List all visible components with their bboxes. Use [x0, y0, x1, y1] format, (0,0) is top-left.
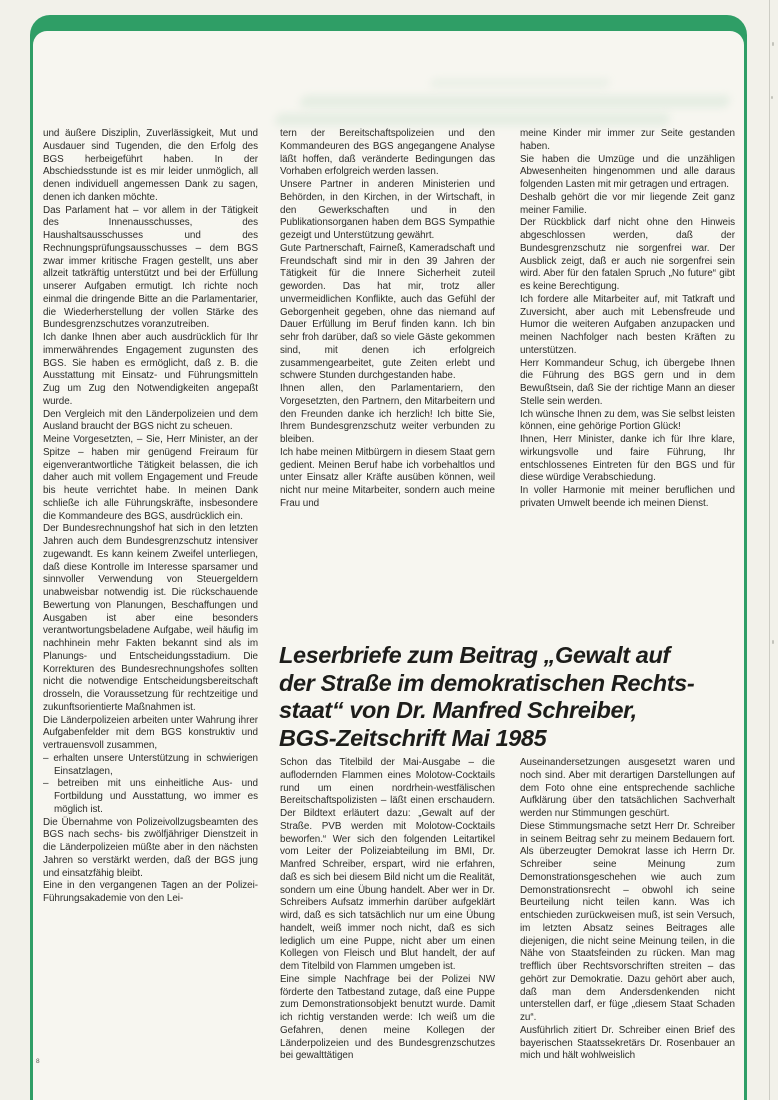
paragraph: Das Parlament hat – vor allem in der Tätigkeit des Innenausschusses, des Haushaltsausschusses und des Rechnungsprüfungsausschusses – dem BGS zwar immer kritische Fragen gestellt, uns aber allzeit tatkräftig unterstützt und bei der Erfüllung unserer Aufgaben ermutigt. Ich richte noch einmal die dringende Bitte an die Parlamentarier, die Wiederherstellung der vollen Stärke des Bundesgrenzschutzes voranzutreiben.: [43, 204, 258, 331]
headline-line: der Straße im demokratischen Rechts-: [279, 669, 695, 696]
scan-speck: [771, 96, 773, 99]
scan-edge-artifact: [769, 0, 770, 1100]
paragraph: Eine in den vergangenen Tagen an der Polizei-Führungsakademie von den Lei-: [43, 880, 258, 904]
headline-line: staat“ von Dr. Manfred Schreiber,: [279, 697, 637, 723]
paragraph: Unsere Partner in anderen Ministerien und Behörden, in den Kirchen, in der Wirtschaft, in den Gewerkschaften und in den Publikationsorganen haben dem BGS Sympathie gezeigt und Unterstützung gewährt.: [280, 179, 495, 241]
paragraph: Herr Kommandeur Schug, ich übergebe Ihnen die Führung des BGS gern und in dem Bewußtsein, daß Sie der richtige Mann an dieser Stelle sein werden.: [520, 357, 735, 407]
paragraph: Deshalb gehört die vor mir liegende Zeit ganz meiner Familie.: [520, 191, 735, 216]
farewell-article-column-1: [43, 128, 258, 906]
paragraph: Ich fordere alle Mitarbeiter auf, mit Tatkraft und Zuversicht, aber auch mit Lebensfreude und Humor die weiteren Aufgaben anzupacken und meinen Nachfolger nach besten Kräften zu unterstützen.: [520, 293, 735, 356]
paragraph: Schon das Titelbild der Mai-Ausgabe – die auflodernden Flammen eines Molotow-Cocktails rund um einen nordrhein-westfälischen Bereitschaftspolizisten – läßt einen erschaudern. Der Bildtext erläutert dazu: „Gewalt auf der Straße. PVB werden mit Molotow-Cocktails beworfen.“ Wer sich den folgenden Leitartikel vom Leiter der Polizeiabteilung im BMI, Dr. Manfred Schreiber, erspart, wird nie erfahren, daß es sich bei diesem Bild nicht um die Realität, sondern um eine Übung handelt. Aber wer in Dr. Schreibers Aufsatz immerhin darüber aufgeklärt wird, daß es sich tatsächlich nur um eine Übung handelt, weiß immer noch nicht, daß es sich lediglich um eine Puppe, nicht aber um einen Kollegen von Fleisch und Blut handelt, der auf dem Titelbild von Flammen umgeben ist.: [280, 757, 495, 972]
bullet-item: – betreiben mit uns einheitliche Aus- und Fortbildung und Ausstattung, wo immer es möglich ist.: [43, 778, 258, 815]
paragraph: Eine simple Nachfrage bei der Polizei NW förderte den Tatbestand zutage, daß eine Puppe zum Demonstrationsobjekt benutzt wurde. Damit ich richtig verstanden werde: Ich weiß um die Gefahren, denen meine Kollegen der Länderpolizeien und des Bundesgrenzschutzes bei gewalttätigen: [280, 973, 495, 1062]
paragraph: Auseinandersetzungen ausgesetzt waren und noch sind. Aber mit derartigen Darstellungen auf dem Foto ohne eine entsprechende sachliche Aufklärung über den tatsächlichen Sachverhalt werden nur Stimmungen geschürt.: [520, 757, 735, 819]
headline-line: BGS-Zeitschrift Mai 1985: [279, 724, 547, 751]
letters-column-left: [280, 757, 495, 1063]
paragraph: Ihnen, Herr Minister, danke ich für Ihre klare, wirkungsvolle und faire Führung, Ihr entschlossenes Eintreten für den BGS und für diese würdige Verabschiedung.: [520, 434, 735, 484]
paragraph: Die Länderpolizeien arbeiten unter Wahrung ihrer Aufgabenfelder mit dem BGS konstruktiv und vertrauensvoll zusammen,: [43, 714, 258, 751]
paragraph: Ich danke Ihnen aber auch ausdrücklich für Ihr immerwährendes Engagement zugunsten des BGS. Sie haben es ermöglicht, daß z. B. die Ausstattung mit Einsatz- und Führungsmitteln Zug um Zug den Notwendigkeiten angepaßt wurde.: [43, 332, 258, 407]
paragraph: Ich habe meinen Mitbürgern in diesem Staat gern gedient. Meinen Beruf habe ich vorbehaltlos und unter Einsatz aller Kräfte ausüben können, weil nicht nur meine Mitarbeiter, sondern auch meine Frau und: [280, 446, 495, 509]
paragraph: In voller Harmonie mit meiner beruflichen und privaten Umwelt beende ich meinen Dienst.: [520, 485, 735, 509]
farewell-article-column-3: [520, 128, 735, 511]
paragraph: Der Rückblick darf nicht ohne den Hinweis abgeschlossen werden, daß der Bundesgrenzschutz nie sorgenfrei war. Der Ausblick zeigt, daß er auch nie sorgenfrei sein wird. Aber für den fatalen Spruch „No future“ gibt es keine Berechtigung.: [520, 217, 735, 292]
scan-speck: [772, 640, 774, 644]
paragraph: Den Vergleich mit den Länderpolizeien und dem Ausland braucht der BGS nicht zu scheuen.: [43, 408, 258, 433]
paragraph: und äußere Disziplin, Zuverlässigkeit, Mut und Ausdauer sind Tugenden, die den Erfolg des BGS herbeigeführt haben. In der Abschiedsstunde ist es mir leider unmöglich, all denen individuell angemessen Dank zu sagen, denen ich danken möchte.: [43, 128, 258, 203]
farewell-article-column-2: [280, 128, 495, 511]
paragraph: Ihnen allen, den Parlamentariern, den Vorgesetzten, den Partnern, den Mitarbeitern und den Freunden danke ich herzlich! Ich bitte Sie, Ihrem Bundesgrenzschutz weiter verbunden zu bleiben.: [280, 383, 495, 445]
bullet-item: – erhalten unsere Unterstützung in schwierigen Einsatzlagen,: [43, 752, 258, 777]
paragraph: meine Kinder mir immer zur Seite gestanden haben.: [520, 128, 735, 152]
paragraph: Ich wünsche Ihnen zu dem, was Sie selbst leisten können, eine gehörige Portion Glück!: [520, 408, 735, 433]
paragraph: Ausführlich zitiert Dr. Schreiber einen Brief des bayerischen Staatssekretärs Dr. Rosenbauer an mich und hält wohlweislich: [520, 1024, 735, 1062]
page-number: 8: [36, 1058, 40, 1065]
paragraph: Diese Stimmungsmache setzt Herr Dr. Schreiber in seinem Beitrag sehr zu meinem Bedauern fort. Als überzeugter Demokrat lasse ich Herrn Dr. Schreiber seine Meinung zum Demonstrationsgeschehen wie auch zum Demonstrationsrecht – obwohl ich seine Beurteilung nicht teilen kann. Was ich entschieden zurückweisen muß, ist sein Versuch, im letzten Absatz seines Beitrages alle diejenigen, die nicht seine Meinung teilen, in die Nähe von Staatsfeinden zu rücken. Man mag trefflich über Rechtsvorschriften streiten – das gehört zur Demokratie. Dazu gehört aber auch, daß man dem Andersdenkenden nicht unterstellen darf, er füge „diesem Staat Schaden zu“.: [520, 820, 735, 1023]
paragraph: Meine Vorgesetzten, – Sie, Herr Minister, an der Spitze – haben mir genügend Freiraum für eigenverantwortliche Tätigkeit belassen, die ich daher auch mit vollem Engagement und Freude bis heute verrichtet habe. In meinen Dank schließe ich alle Führungskräfte, insbesondere die Kommandeure des BGS, ausdrücklich ein.: [43, 434, 258, 522]
paragraph: Sie haben die Umzüge und die unzähligen Abwesenheiten hingenommen und alle daraus folgenden Lasten mit mir getragen und ertragen.: [520, 153, 735, 190]
letters-article-headline: [279, 642, 749, 752]
scan-speck: [772, 42, 774, 46]
paragraph: tern der Bereitschaftspolizeien und den Kommandeuren des BGS angegangene Analyse läßt hoffen, daß veränderte Bedingungen das Vorhaben erfolgreich werden lassen.: [280, 128, 495, 178]
paragraph: Der Bundesrechnungshof hat sich in den letzten Jahren auch dem Bundesgrenzschutz intensiver zugewandt. Es kann keinem Zweifel unterliegen, daß diese Kontrolle im Interesse sparsamer und sinnvoller Verwendung von Steuergeldern unabweisbar notwendig ist. Die rückschauende Bewertung von Planungen, Beschaffungen und Ausgaben ist aber eine besonders verantwortungsbeladene Aufgabe, weil häufig im nachhinein mehr Fakten bekannt sind als im Planungs- und Entscheidungsstadium. Die Korrekturen des Bundesrechnungshofes sollten nicht die notwendige Entscheidungsbereitschaft drosseln, die Voraussetzung für rechtzeitige und zukunftsorientierte Maßnahmen ist.: [43, 523, 258, 713]
paragraph: Gute Partnerschaft, Fairneß, Kameradschaft und Freundschaft sind mir in den 39 Jahren der Tätigkeit für die Innere Sicherheit zuteil geworden. Das hat mir, trotz aller unvermeidlichen Konflikte, auch das Gefühl der Geborgenheit gegeben, ohne das niemand auf Dauer Erfüllung im Beruf finden kann. Ich bin sehr froh darüber, daß so viele Gäste gekommen sind, mit denen ich erfolgreich zusammengearbeitet, gute Zeiten erlebt und schwere Stunden durchgestanden habe.: [280, 242, 495, 382]
headline-line: Leserbriefe zum Beitrag „Gewalt auf: [279, 642, 670, 668]
paragraph: Die Übernahme von Polizeivollzugsbeamten des BGS nach sechs- bis zwölfjähriger Dienstzeit in die Länderpolizeien müßte aber in den nächsten Jahren so verstärkt werden, daß der BGS jung und einsatzfähig bleibt.: [43, 816, 258, 879]
letters-column-right: [520, 757, 735, 1063]
